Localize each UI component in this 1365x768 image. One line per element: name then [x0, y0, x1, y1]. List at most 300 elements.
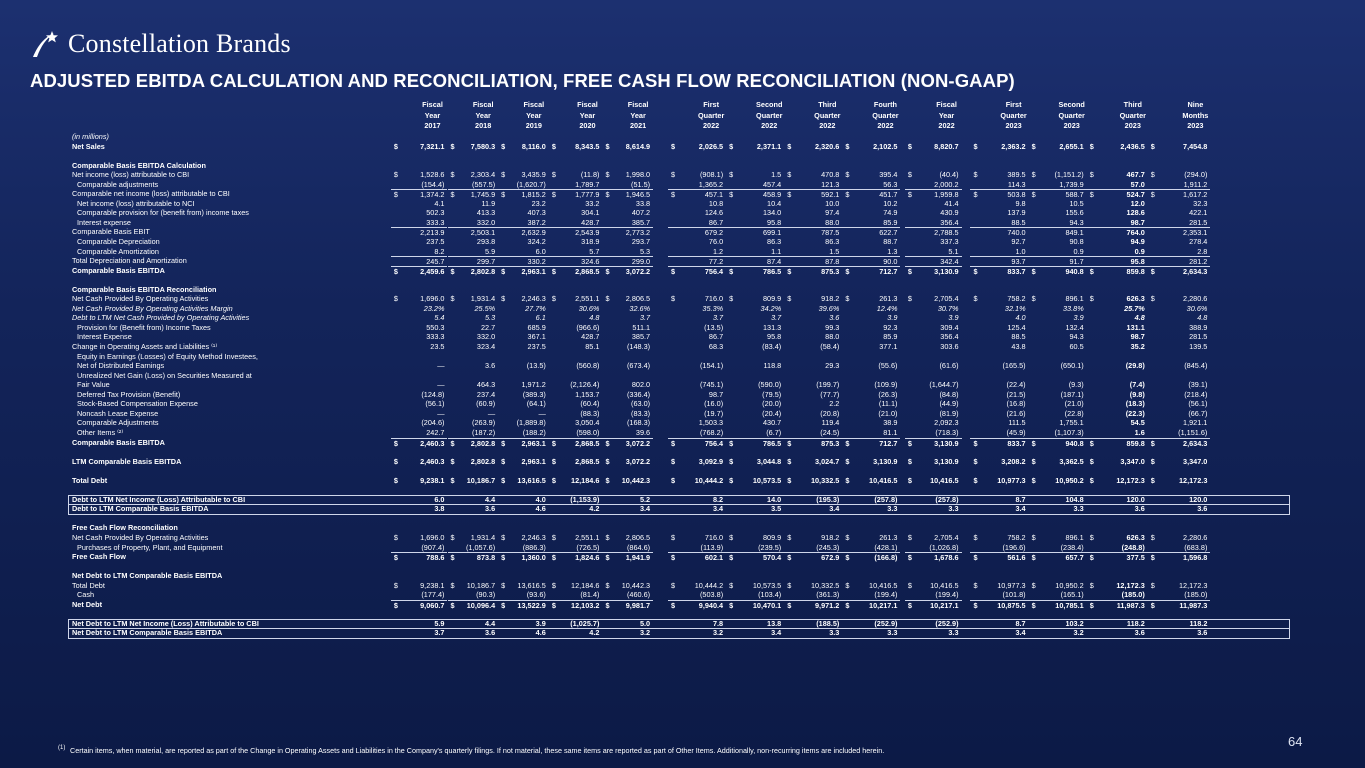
column-header-line: 2022 — [877, 121, 894, 131]
table-row — [60, 275, 1290, 285]
currency-sign: $ — [1031, 532, 1036, 542]
table-cell — [602, 543, 653, 553]
currency-sign: $ — [973, 190, 978, 200]
cell-value: 111.5 — [1008, 418, 1026, 428]
currency-sign: $ — [501, 532, 506, 542]
cell-value: (20.4) — [762, 408, 782, 418]
table-cell — [726, 142, 784, 152]
table-cell — [1087, 208, 1148, 218]
row-label: Comparable Basis EBITDA Calculation — [72, 160, 206, 170]
currency-sign: $ — [787, 294, 792, 304]
cell-value: 9,971.2 — [814, 600, 840, 610]
table-cell — [842, 180, 900, 190]
table-cell — [549, 323, 603, 333]
row-label: Free Cash Flow Reconciliation — [72, 523, 178, 533]
currency-sign: $ — [450, 553, 455, 563]
cell-value: 261.3 — [879, 532, 898, 542]
table-body — [60, 132, 1290, 638]
cell-value: — — [487, 408, 496, 418]
cell-value: (257.8) — [935, 494, 959, 504]
currency-sign: $ — [501, 475, 506, 485]
currency-sign: $ — [787, 456, 792, 466]
table-cell — [1029, 418, 1087, 428]
table-cell — [498, 170, 549, 180]
column-header-line: Quarter — [814, 110, 841, 120]
table-cell — [549, 581, 603, 591]
cell-value: 1,374.2 — [420, 190, 445, 200]
table-cell — [970, 313, 1028, 323]
currency-sign: $ — [973, 438, 978, 448]
table-cell — [448, 590, 499, 600]
table-cell — [498, 180, 549, 190]
table-cell — [970, 619, 1028, 629]
table-cell — [668, 199, 726, 209]
cell-value: 293.7 — [631, 237, 651, 247]
table-row — [60, 380, 1290, 390]
currency-sign: $ — [845, 532, 850, 542]
column-header-line: Fiscal — [577, 100, 598, 109]
table-cell — [1029, 294, 1087, 304]
table-cell — [498, 409, 549, 419]
cell-value: 407.3 — [527, 208, 546, 218]
column-header-line: 2022 — [938, 121, 955, 131]
table-cell — [391, 495, 448, 505]
table-cell — [726, 247, 784, 257]
cell-value: 30.6% — [578, 303, 600, 313]
table-cell — [1087, 390, 1148, 400]
cell-value: (60.4) — [580, 399, 600, 409]
cell-value: 8.7 — [1015, 618, 1026, 628]
table-cell — [448, 628, 499, 638]
cell-value: 10,977.3 — [997, 580, 1026, 590]
cell-value: 3.6 — [485, 361, 496, 371]
cell-value: 77.2 — [708, 257, 724, 267]
cell-value: 940.8 — [1065, 266, 1084, 276]
cell-value: 716.0 — [704, 294, 724, 304]
table-cell — [1029, 323, 1087, 333]
cell-value: 407.2 — [631, 208, 651, 218]
cell-value: (56.1) — [1188, 399, 1208, 409]
table-cell — [1029, 495, 1087, 505]
currency-sign: $ — [787, 141, 792, 151]
table-cell — [1087, 476, 1148, 486]
table-cell — [498, 457, 549, 467]
currency-sign: $ — [907, 294, 912, 304]
table-cell — [602, 504, 653, 514]
currency-sign: $ — [501, 266, 506, 276]
table-cell — [1029, 237, 1087, 247]
cell-value: (1,151.2) — [1054, 170, 1084, 180]
cell-value: 98.7 — [1130, 217, 1145, 227]
cell-value: 1,153.7 — [575, 389, 600, 399]
column-header-line: 2019 — [525, 121, 542, 131]
table-cell — [448, 304, 499, 314]
cell-value: (886.3) — [522, 542, 546, 552]
cell-value: 10.5 — [1069, 198, 1084, 208]
table-cell — [1148, 170, 1211, 180]
table-cell — [549, 590, 603, 600]
cell-value: 626.3 — [1126, 532, 1145, 542]
cell-value: (1,025.7) — [570, 618, 600, 628]
cell-value: (166.8) — [874, 553, 898, 563]
cell-value: (238.4) — [1060, 542, 1084, 552]
table-cell — [842, 342, 900, 352]
row-label: Stock-Based Compensation Expense — [77, 399, 198, 409]
cell-value: (29.8) — [1125, 361, 1145, 371]
table-row — [60, 523, 1290, 533]
cell-value: 2,551.1 — [575, 532, 600, 542]
cell-value: 342.4 — [940, 257, 959, 267]
column-header-line: Fiscal — [627, 100, 649, 109]
column-header — [466, 100, 500, 132]
cell-value: (195.3) — [816, 494, 840, 504]
cell-value: 114.3 — [1007, 179, 1026, 189]
currency-sign: $ — [1150, 438, 1155, 448]
cell-value: 38.9 — [883, 418, 898, 428]
table-cell — [784, 237, 842, 247]
row-label: Comparable Basis EBITDA — [72, 437, 165, 447]
table-row — [60, 247, 1290, 257]
currency-sign: $ — [1031, 580, 1036, 590]
row-label: Comparable Amortization — [77, 246, 159, 256]
cell-value: (18.3) — [1125, 399, 1145, 409]
cell-value: 333.3 — [426, 217, 445, 227]
table-cell — [1148, 313, 1211, 323]
table-cell — [602, 180, 653, 190]
column-header-line: Second — [1058, 100, 1085, 109]
cell-value: 304.1 — [581, 208, 600, 218]
column-header — [621, 100, 655, 132]
cell-value: 9,238.1 — [420, 475, 445, 485]
table-cell — [1029, 199, 1087, 209]
table-cell — [498, 323, 549, 333]
table-cell — [498, 418, 549, 428]
cell-value: 622.7 — [879, 228, 898, 238]
column-header-line: 2023 — [1063, 121, 1080, 131]
cell-value: 139.5 — [1189, 342, 1208, 352]
cell-value: (9.8) — [1129, 389, 1145, 399]
column-header — [930, 100, 964, 132]
table-cell — [1148, 428, 1211, 438]
cell-value: (361.3) — [816, 590, 840, 600]
cell-value: 10,096.4 — [466, 600, 496, 610]
table-row — [60, 132, 1290, 142]
page-title: ADJUSTED EBITDA CALCULATION AND RECONCILIATION, FREE CASH FLOW RECONCILIATION (NON-GAAP) — [30, 70, 1015, 91]
currency-sign: $ — [551, 553, 556, 563]
cell-value: 60.5 — [1069, 342, 1084, 352]
cell-value: 85.1 — [585, 342, 600, 352]
cell-value: 3.3 — [948, 504, 959, 514]
cell-value: 1,365.2 — [698, 179, 724, 189]
currency-sign: $ — [501, 600, 506, 610]
table-cell — [668, 418, 726, 428]
cell-value: 91.7 — [1069, 257, 1084, 267]
cell-value: (1,889.8) — [516, 418, 546, 428]
cell-value: 5.9 — [434, 618, 445, 628]
cell-value: 5.1 — [948, 246, 959, 256]
table-cell — [668, 590, 726, 600]
table-cell — [448, 495, 499, 505]
column-header-line: Quarter — [872, 110, 899, 120]
table-cell — [602, 428, 653, 438]
table-cell — [1087, 533, 1148, 543]
cell-value: 588.7 — [1065, 190, 1084, 200]
cell-value: 4.6 — [535, 628, 546, 638]
table-row — [60, 399, 1290, 409]
cell-value: 699.1 — [762, 228, 782, 238]
table-cell — [1029, 399, 1087, 409]
table-cell — [498, 332, 549, 342]
cell-value: 3.3 — [948, 628, 959, 638]
cell-value: 4.8 — [589, 313, 600, 323]
table-row — [60, 485, 1290, 495]
cell-value: 809.9 — [762, 532, 782, 542]
currency-sign: $ — [1089, 294, 1094, 304]
currency-sign: $ — [671, 438, 676, 448]
table-cell — [970, 304, 1028, 314]
cell-value: 2,634.3 — [1183, 438, 1208, 448]
table-row — [60, 514, 1290, 524]
cell-value: 1,921.1 — [1183, 418, 1208, 428]
row-label: Total Depreciation and Amortization — [72, 256, 187, 266]
table-cell — [668, 323, 726, 333]
cell-value: 95.8 — [767, 217, 782, 227]
table-row — [60, 189, 1290, 199]
table-cell — [1087, 399, 1148, 409]
table-cell — [842, 380, 900, 390]
table-cell — [549, 495, 603, 505]
currency-sign: $ — [1089, 170, 1094, 180]
table-cell — [1148, 628, 1211, 638]
cell-value: 1,971.2 — [521, 380, 546, 390]
cell-value: 131.1 — [1126, 322, 1145, 332]
cell-value: 12.4% — [876, 303, 898, 313]
table-cell — [970, 476, 1028, 486]
cell-value: (263.9) — [472, 418, 496, 428]
currency-sign: $ — [551, 600, 556, 610]
table-row — [60, 371, 1290, 381]
cell-value: 39.6 — [635, 427, 651, 437]
row-label: Net Debt to LTM Comparable Basis EBITDA — [72, 628, 223, 638]
table-cell — [784, 457, 842, 467]
table-cell — [602, 476, 653, 486]
table-cell — [1148, 418, 1211, 428]
cell-value: 1,360.0 — [521, 553, 546, 563]
cell-value: 4.8 — [1134, 313, 1145, 323]
cell-value: 1,931.4 — [470, 294, 496, 304]
table-cell — [391, 581, 448, 591]
table-cell — [668, 304, 726, 314]
table-cell — [905, 237, 962, 247]
currency-sign: $ — [907, 456, 912, 466]
currency-sign: $ — [605, 170, 610, 180]
cell-value: 2,320.6 — [814, 141, 840, 151]
table-row — [60, 562, 1290, 572]
table-cell — [391, 390, 448, 400]
table-cell — [1148, 199, 1211, 209]
cell-value: (185.0) — [1121, 590, 1145, 600]
column-header-line: 2018 — [475, 121, 492, 131]
cell-value: 10,950.2 — [1055, 580, 1084, 590]
table-cell — [549, 457, 603, 467]
cell-value: 90.8 — [1069, 237, 1084, 247]
cell-value: 23.2 — [531, 198, 546, 208]
table-cell — [448, 504, 499, 514]
cell-value: 95.8 — [1130, 257, 1145, 267]
cell-value: 3.7 — [434, 628, 445, 638]
cell-value: (257.8) — [874, 494, 898, 504]
cell-value: 2,213.9 — [420, 228, 445, 238]
table-cell — [726, 428, 784, 438]
cell-value: 10.0 — [825, 198, 840, 208]
table-cell — [498, 294, 549, 304]
cell-value: 788.6 — [426, 553, 445, 563]
cell-value: 3.9 — [887, 313, 898, 323]
cell-value: (13.5) — [526, 361, 546, 371]
cell-value: 1,815.2 — [521, 190, 546, 200]
table-cell — [498, 628, 549, 638]
cell-value: 367.1 — [527, 332, 546, 342]
cell-value: 1,503.3 — [698, 418, 724, 428]
currency-sign: $ — [671, 600, 676, 610]
cell-value: 430.7 — [762, 418, 782, 428]
table-cell — [1148, 581, 1211, 591]
table-row — [60, 552, 1290, 562]
cell-value: 592.1 — [821, 190, 840, 200]
cell-value: (650.1) — [1060, 361, 1084, 371]
cell-value: 502.3 — [426, 208, 445, 218]
cell-value: (63.0) — [631, 399, 651, 409]
row-label: Debt to LTM Net Income (Loss) Attributable to CBI — [72, 494, 246, 504]
table-cell — [726, 533, 784, 543]
currency-sign: $ — [729, 580, 734, 590]
table-cell — [448, 313, 499, 323]
row-label: LTM Comparable Basis EBITDA — [72, 456, 182, 466]
row-label: Unrealized Net Gain (Loss) on Securities Measured at — [77, 370, 252, 380]
row-label: Net income (loss) attributable to CBI — [72, 170, 190, 180]
table-cell — [549, 380, 603, 390]
column-header-line: Months — [1182, 110, 1209, 120]
currency-sign: $ — [450, 475, 455, 485]
cell-value: 9,238.1 — [420, 580, 445, 590]
table-cell — [842, 619, 900, 629]
cell-value: 281.5 — [1189, 217, 1208, 227]
table-row — [60, 313, 1290, 323]
currency-sign: $ — [551, 438, 556, 448]
cell-value: 1.5 — [771, 170, 782, 180]
currency-sign: $ — [1031, 438, 1036, 448]
table-cell — [842, 304, 900, 314]
currency-sign: $ — [729, 553, 734, 563]
cell-value: 756.4 — [704, 266, 724, 276]
cell-value: 3,072.2 — [625, 266, 651, 276]
table-cell — [549, 294, 603, 304]
currency-sign: $ — [393, 456, 398, 466]
cell-value: 32.1% — [1004, 303, 1026, 313]
cell-value: 33.2 — [585, 198, 600, 208]
table-cell — [1087, 619, 1148, 629]
table-cell — [391, 208, 448, 218]
cell-value: 3,130.9 — [934, 266, 959, 276]
currency-sign: $ — [787, 190, 792, 200]
table-row — [60, 352, 1290, 362]
column-header-line: Second — [756, 100, 783, 109]
table-row — [60, 180, 1290, 190]
currency-sign: $ — [551, 475, 556, 485]
cell-value: 3.3 — [887, 504, 898, 514]
cell-value: 428.7 — [581, 217, 600, 227]
cell-value: 873.8 — [476, 553, 496, 563]
table-row — [60, 304, 1290, 314]
cell-value: 657.7 — [1065, 553, 1084, 563]
table-cell — [1087, 409, 1148, 419]
cell-value: 97.4 — [825, 208, 840, 218]
table-cell — [842, 533, 900, 543]
row-label: Total Debt — [72, 580, 105, 590]
table-cell — [602, 304, 653, 314]
cell-value: 4.0 — [535, 494, 546, 504]
cell-value: (109.9) — [874, 380, 898, 390]
cell-value: 11.9 — [481, 198, 496, 208]
table-cell — [549, 476, 603, 486]
table-cell — [448, 208, 499, 218]
cell-value: 30.6% — [1186, 303, 1208, 313]
table-cell — [842, 409, 900, 419]
cell-value: 389.5 — [1007, 170, 1026, 180]
table-cell — [448, 390, 499, 400]
cell-value: (907.4) — [421, 542, 445, 552]
cell-value: 457.1 — [704, 190, 724, 200]
cell-value: 93.7 — [1011, 257, 1026, 267]
table-cell — [498, 313, 549, 323]
table-row — [60, 227, 1290, 237]
row-label: (in millions) — [72, 132, 109, 141]
table-cell — [549, 199, 603, 209]
table-cell — [1148, 247, 1211, 257]
table-cell — [905, 418, 962, 428]
row-label: Comparable Basis EBITDA — [72, 265, 165, 275]
table-cell — [1148, 237, 1211, 247]
table-cell — [726, 237, 784, 247]
row-label: Comparable Depreciation — [77, 237, 160, 247]
cell-value: 120.0 — [1126, 494, 1145, 504]
table-cell — [905, 504, 962, 514]
currency-sign: $ — [1089, 190, 1094, 200]
table-cell — [498, 543, 549, 553]
currency-sign: $ — [973, 141, 978, 151]
cell-value: 12,184.6 — [571, 580, 600, 590]
column-header — [868, 100, 902, 132]
cell-value: 3,024.7 — [814, 456, 840, 466]
table-cell — [905, 180, 962, 190]
table-cell — [549, 409, 603, 419]
table-cell — [784, 142, 842, 152]
cell-value: 132.4 — [1065, 322, 1084, 332]
column-header — [1178, 100, 1212, 132]
table-cell — [498, 590, 549, 600]
cell-value: 3.3 — [829, 628, 840, 638]
table-cell — [448, 142, 499, 152]
table-cell — [970, 418, 1028, 428]
table-row — [60, 199, 1290, 209]
currency-sign: $ — [1031, 141, 1036, 151]
table-row — [60, 533, 1290, 543]
cell-value: (204.6) — [421, 418, 445, 428]
cell-value: 5.3 — [485, 313, 496, 323]
table-cell — [549, 304, 603, 314]
cell-value: 1,941.9 — [625, 553, 651, 563]
table-cell — [1148, 294, 1211, 304]
